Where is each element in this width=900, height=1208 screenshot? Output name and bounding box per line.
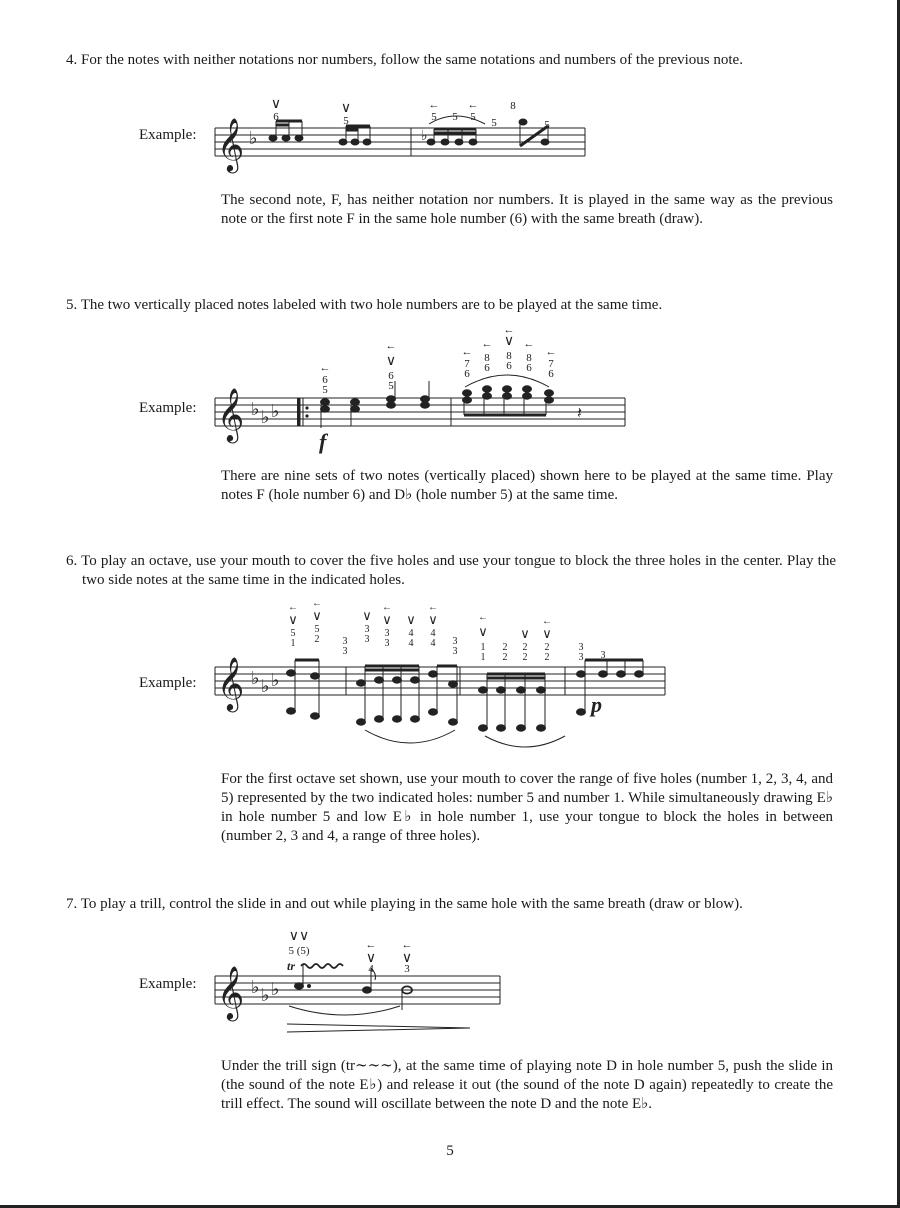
item-5-text: The two vertically placed notes labeled with two hole numbers are to be played at the same time. (80, 297, 663, 313)
item-4-annot: 5 (544, 119, 550, 131)
item-7-description: Under the trill sign (tr∼∼∼), at the same time of playing note D in hole number 5, push the slide in (the sound of the note E♭) and release it out (the sound of the note D again) repeatedly to create the trill effect. The sound will oscillate between the note D and the note E♭. (221, 1058, 833, 1112)
svg-text:←: ← (545, 346, 557, 358)
svg-text:←: ← (382, 602, 392, 613)
item-4-annot: 5 (470, 111, 476, 123)
svg-text:←: ← (503, 324, 515, 336)
item-6-annot: 1 (290, 638, 296, 649)
item-6-annot: 3 (578, 652, 584, 663)
svg-text:𝄞: 𝄞 (217, 658, 245, 709)
svg-text:𝄞: 𝄞 (217, 389, 245, 440)
item-6-annot: 4 (408, 628, 414, 639)
svg-text:←: ← (401, 939, 413, 951)
item-4-staff (215, 96, 595, 186)
item-4-number: 4. (66, 52, 78, 68)
svg-text:←: ← (542, 616, 552, 627)
svg-text:♭: ♭ (271, 979, 280, 999)
item-6-annot: 4 (430, 628, 436, 639)
item-5-dynamic: f (319, 429, 327, 454)
svg-text:←: ← (523, 338, 535, 350)
svg-text:∨: ∨ (428, 612, 438, 627)
svg-text:𝄞: 𝄞 (217, 119, 245, 170)
svg-text:♭: ♭ (261, 985, 270, 1005)
svg-text:←: ← (365, 939, 377, 951)
item-6-annot: 3 (578, 642, 584, 653)
item-4-annot: 5 (431, 111, 437, 123)
item-5-annot: 8 (506, 350, 512, 362)
svg-text:∨: ∨ (382, 612, 392, 627)
item-6-annot: 2 (314, 634, 320, 645)
item-5-annot: 6 (322, 374, 328, 386)
item-5-annot: 7 (464, 358, 470, 370)
item-5-annot: 6 (484, 362, 490, 374)
item-5-number: 5. (66, 297, 78, 313)
item-4-example-label: Example: (139, 127, 197, 143)
item-5-staff (215, 323, 635, 463)
item-5-description: There are nine sets of two notes (vertically placed) shown here to be played at the same time. Play notes F (hole number 6) and D♭ (hole number 5) at the same time. (221, 468, 833, 503)
item-4-annot: 5 (491, 117, 497, 129)
svg-text:∨: ∨ (270, 97, 282, 112)
item-6-annot: 2 (544, 642, 550, 653)
item-7-annot: 4 (368, 963, 374, 975)
item-7-annot: 3 (404, 963, 410, 975)
item-5-instruction (66, 296, 836, 315)
item-6-annot: 3 (384, 628, 390, 639)
svg-text:←: ← (385, 340, 397, 352)
svg-text:𝄞: 𝄞 (217, 967, 245, 1018)
item-6-dynamic: p (591, 692, 602, 717)
item-6-staff (215, 598, 675, 763)
svg-text:∨: ∨ (312, 608, 322, 623)
item-7-number: 7. (66, 896, 78, 912)
svg-text:𝄽: 𝄽 (577, 405, 582, 422)
svg-text:←: ← (467, 99, 479, 111)
svg-text:♭: ♭ (251, 399, 260, 419)
svg-text:∨: ∨ (520, 626, 530, 641)
svg-text:←: ← (288, 602, 298, 613)
svg-text:∨: ∨ (406, 612, 416, 627)
svg-text:∨∨: ∨∨ (288, 929, 310, 944)
item-4-annot: 5 (452, 111, 458, 123)
item-6-annot: 5 (290, 628, 296, 639)
item-7-example-label: Example: (139, 976, 197, 992)
item-6-annot: 3 (384, 638, 390, 649)
svg-text:∨: ∨ (503, 334, 515, 349)
svg-text:←: ← (461, 346, 473, 358)
item-5-annot: 6 (526, 362, 532, 374)
svg-text:♭: ♭ (261, 407, 270, 427)
item-6-instruction (66, 552, 836, 590)
item-6-annot: 2 (522, 642, 528, 653)
item-4-text: For the notes with neither notations nor numbers, follow the same notations and numbers of the previous note. (81, 52, 743, 68)
item-5-annot: 6 (548, 368, 554, 380)
item-6-example-label: Example: (139, 675, 197, 691)
svg-text:←: ← (319, 362, 331, 374)
item-6-annot: 5 (314, 624, 320, 635)
item-7-text: To play a trill, control the slide in and out while playing in the same hole with the same breath (draw or blow). (80, 896, 743, 912)
item-4-instruction (66, 51, 836, 70)
svg-text:♭: ♭ (251, 977, 260, 997)
svg-text:←: ← (428, 602, 438, 613)
item-6-annot: 3 (342, 646, 348, 657)
svg-text:←: ← (481, 338, 493, 350)
svg-text:♭: ♭ (271, 670, 280, 690)
svg-text:♭: ♭ (251, 668, 260, 688)
item-6-annot: 3 (600, 650, 606, 661)
item-6-annot: 3 (452, 636, 458, 647)
item-5-annot: 6 (464, 368, 470, 380)
item-6-annot: 3 (364, 624, 370, 635)
item-6-annot: 1 (480, 642, 486, 653)
item-6-annot: 2 (502, 642, 508, 653)
svg-text:∨: ∨ (288, 612, 298, 627)
item-7-staff (215, 924, 515, 1036)
item-5-annot: 8 (484, 352, 490, 364)
svg-text:♭: ♭ (249, 128, 258, 148)
svg-text:←: ← (428, 99, 440, 111)
svg-text:♭: ♭ (271, 401, 280, 421)
item-7-trill-label: 5 (5) (288, 945, 310, 957)
item-5-annot: 5 (322, 384, 328, 396)
svg-text:∨: ∨ (478, 624, 488, 639)
svg-text:←: ← (312, 598, 322, 609)
item-6-annot: 2 (522, 652, 528, 663)
svg-text:←: ← (478, 612, 488, 623)
svg-text:♭: ♭ (261, 676, 270, 696)
svg-text:∨: ∨ (401, 951, 413, 966)
item-5-annot: 8 (526, 352, 532, 364)
item-6-annot: 4 (430, 638, 436, 649)
item-7-trill-sign: tr (287, 959, 296, 973)
item-5-annot: 6 (506, 360, 512, 372)
item-6-annot: 2 (502, 652, 508, 663)
page-number: 5 (446, 1143, 454, 1159)
item-6-annot: 3 (364, 634, 370, 645)
item-4-annot: 8 (510, 100, 516, 112)
item-5-annot: 7 (548, 358, 554, 370)
item-5-example-label: Example: (139, 400, 197, 416)
item-6-number: 6. (66, 553, 78, 569)
item-5-annot: 6 (388, 370, 394, 382)
item-6-annot: 3 (342, 636, 348, 647)
svg-text:∨: ∨ (365, 951, 377, 966)
item-5-annot: 5 (388, 380, 394, 392)
item-6-annot: 4 (408, 638, 414, 649)
svg-text:♭: ♭ (421, 129, 428, 144)
item-4-description: The second note, F, has neither notation nor numbers. It is played in the same way as the previous note or the first note F in the same hole number (6) with the same breath (draw). (221, 192, 833, 227)
item-7-instruction (66, 895, 836, 914)
svg-text:∨: ∨ (542, 626, 552, 641)
item-6-annot: 1 (480, 652, 486, 663)
svg-text:∨: ∨ (340, 101, 352, 116)
item-6-annot: 3 (452, 646, 458, 657)
svg-text:∨: ∨ (385, 354, 397, 369)
item-4-annot: 5 (343, 115, 349, 127)
item-6-description: For the first octave set shown, use your mouth to cover the range of five holes (number 1, 2, 3, 4, and 5) represented by the two indicated holes: number 5 and number 1. While simultaneously drawing E♭ in hole number 5 and low E♭ in hole number 1, use your tongue to block the holes in between (number 2, 3 and 4, a range of three holes). (221, 771, 833, 844)
item-6-annot: 2 (544, 652, 550, 663)
item-4-annot: 6 (273, 111, 279, 123)
item-6-text: To play an octave, use your mouth to cover the five holes and use your tongue to block the three holes in the center. Play the two side notes at the same time in the indicated holes. (81, 553, 836, 588)
svg-text:∨: ∨ (362, 608, 372, 623)
